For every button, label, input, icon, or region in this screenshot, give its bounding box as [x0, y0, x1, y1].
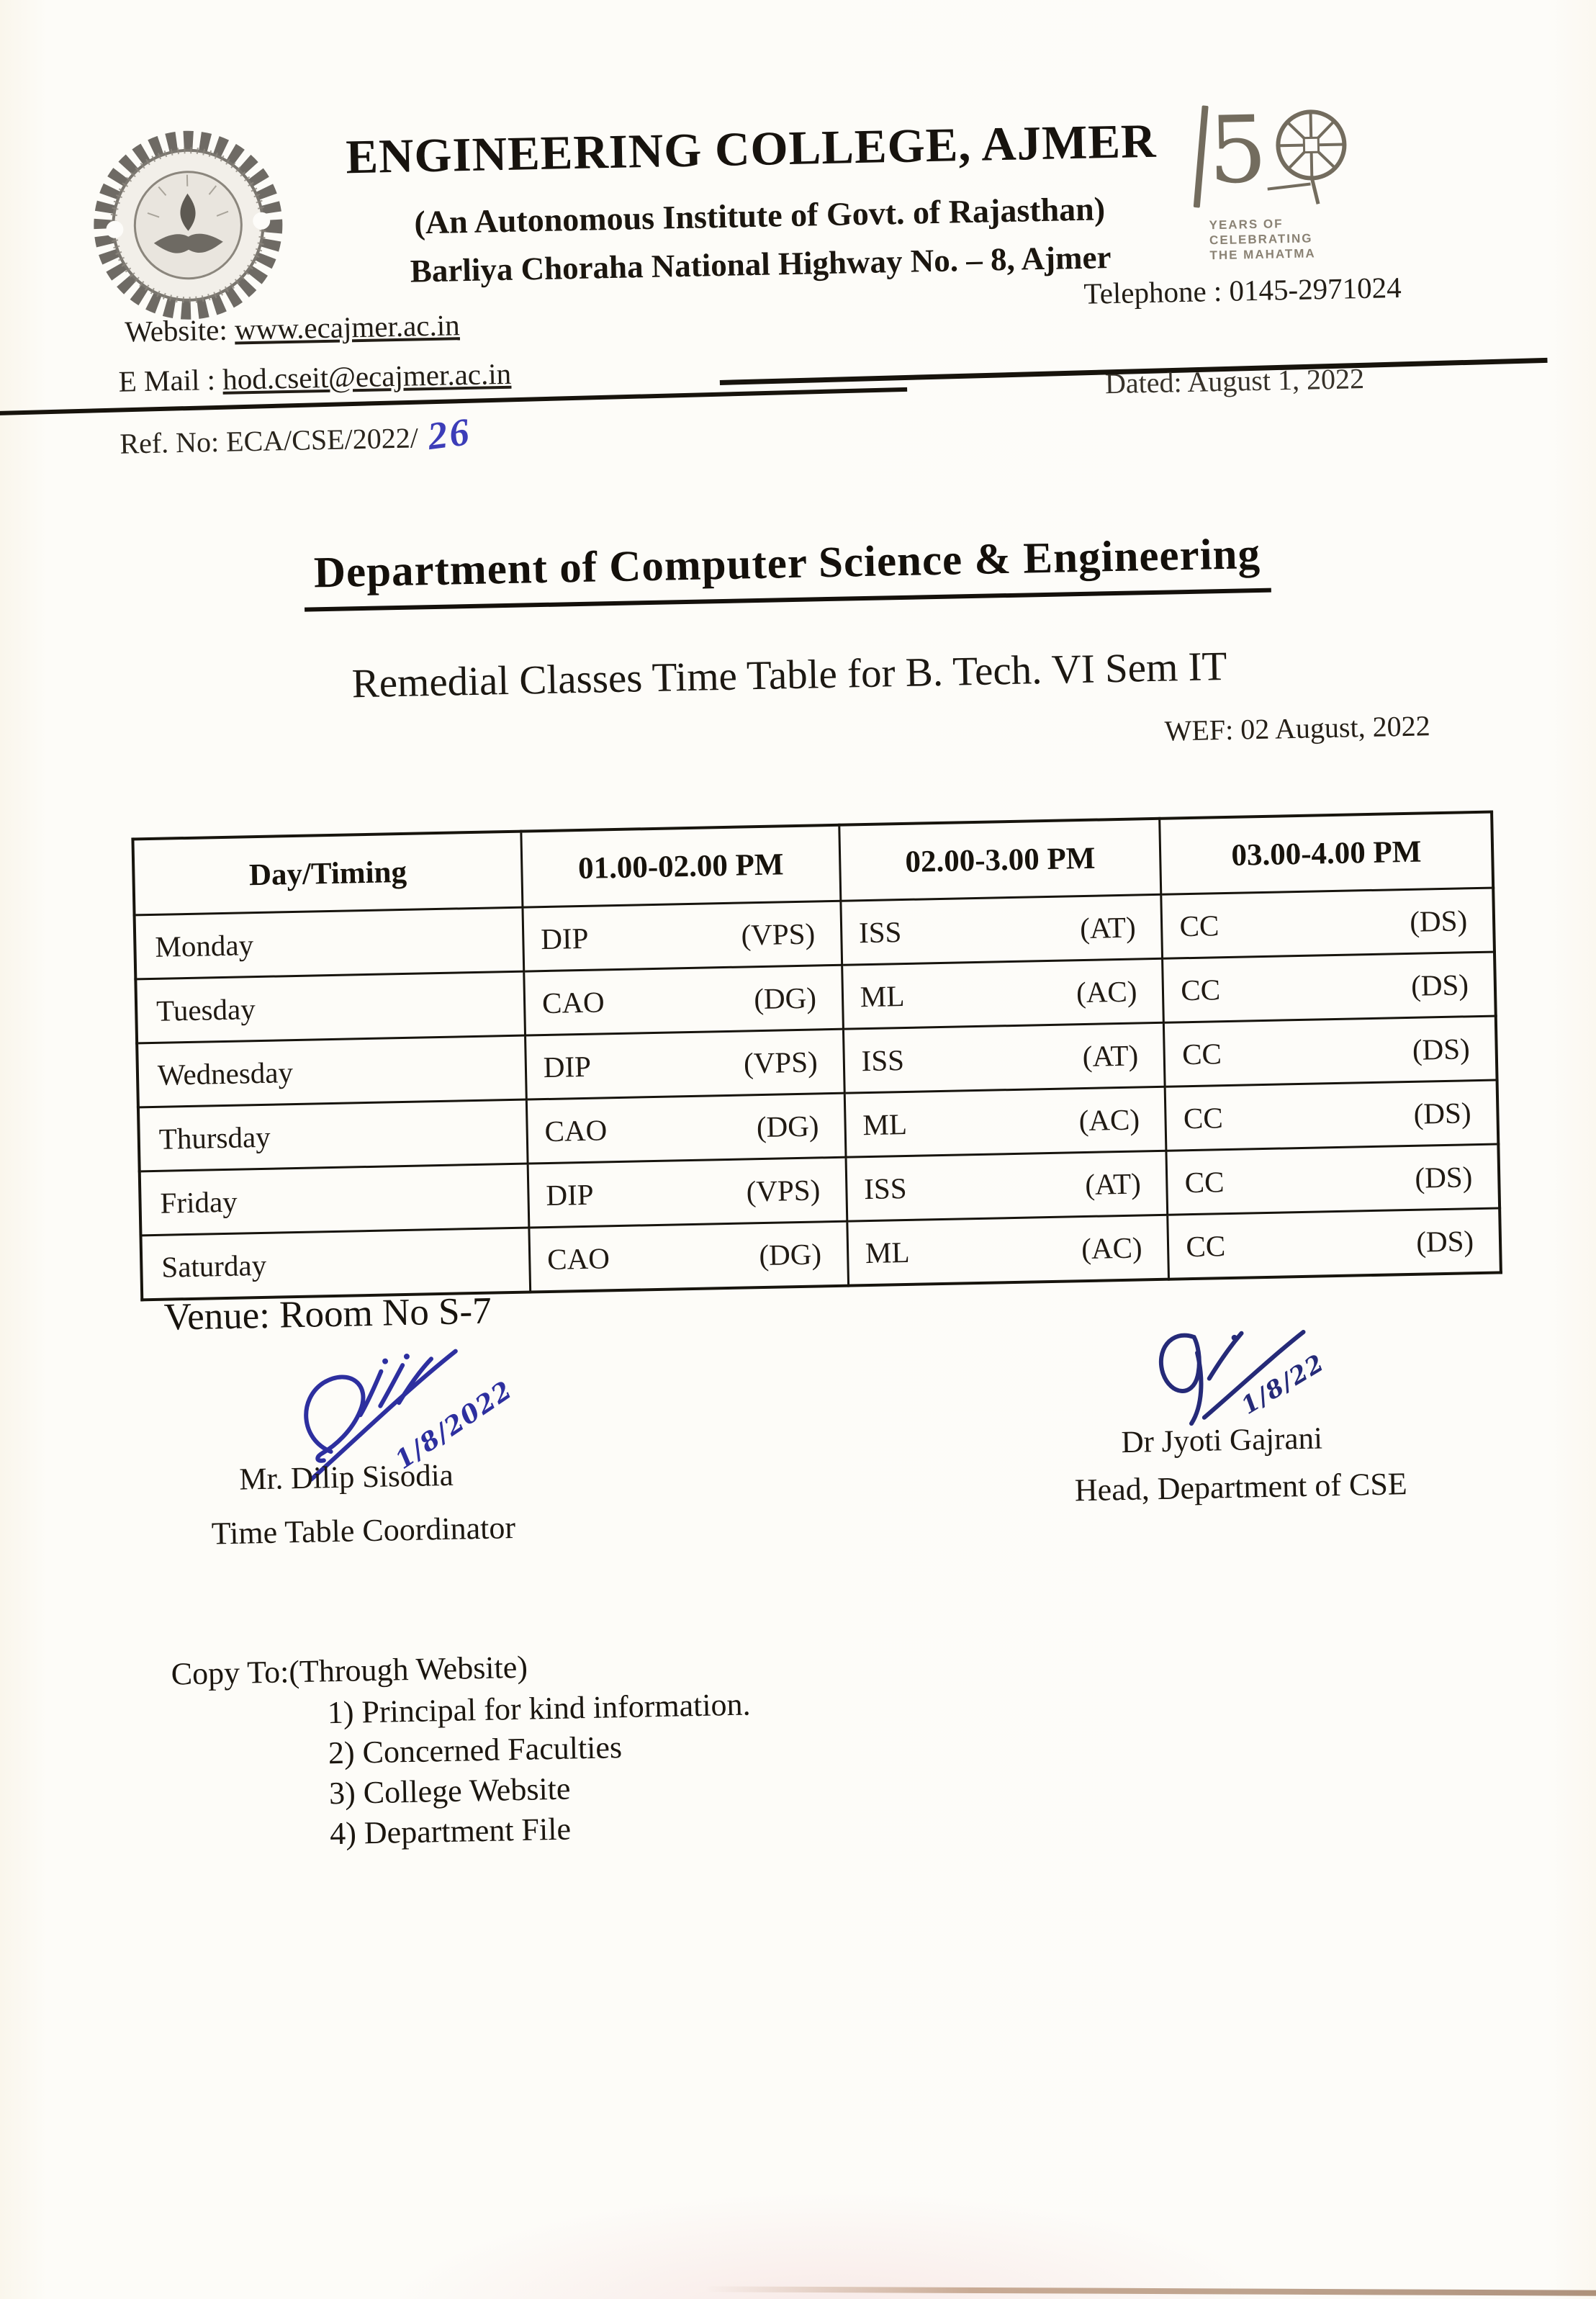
timetable-subtitle: Remedial Classes Time Table for B. Tech. VI Sem IT	[351, 643, 1227, 707]
faculty-initials: (AT)	[1084, 1166, 1142, 1202]
coordinator-name: Mr. Dilip Sisodia	[238, 1458, 454, 1497]
anniversary-line3: THE MAHATMA	[1209, 246, 1316, 263]
dated-line: Dated: August 1, 2022	[1104, 362, 1365, 400]
subject-cell	[526, 1093, 846, 1164]
subject-code: CAO	[541, 985, 605, 1020]
day-cell: Wednesday	[137, 1035, 526, 1107]
subject-cell	[525, 1029, 844, 1099]
subject-code: DIP	[540, 921, 589, 956]
subject-cell	[1161, 888, 1494, 958]
faculty-initials: (DS)	[1415, 1224, 1474, 1259]
anniversary-150-logo	[1196, 96, 1379, 263]
coordinator-title: Time Table Coordinator	[211, 1510, 516, 1552]
copy-to-list	[327, 1684, 753, 1854]
website-line	[125, 307, 460, 348]
ref-number-handwritten: 26	[425, 410, 474, 459]
email-label: E Mail :	[118, 362, 223, 398]
department-title	[0, 523, 1586, 618]
subject-cell	[843, 1022, 1165, 1093]
faculty-initials: (DG)	[753, 981, 817, 1016]
copy-to-item: 1) Principal for kind information.	[327, 1686, 752, 1731]
subject-cell	[842, 958, 1163, 1029]
subject-code: CC	[1183, 1101, 1224, 1135]
charkha-wheel-icon	[1266, 102, 1353, 212]
copy-to-heading: Copy To:(Through Website)	[171, 1649, 528, 1692]
subject-code: DIP	[545, 1177, 594, 1213]
copy-to-item: 3) College Website	[328, 1771, 571, 1812]
faculty-initials: (AT)	[1079, 910, 1137, 945]
faculty-initials: (VPS)	[741, 917, 816, 952]
subject-code: ML	[862, 1107, 908, 1142]
subject-cell	[1168, 1208, 1501, 1279]
subject-cell	[844, 1086, 1166, 1157]
day-cell: Tuesday	[135, 971, 525, 1043]
subject-code: CC	[1184, 1165, 1225, 1200]
subject-cell	[1166, 1144, 1500, 1215]
day-cell: Friday	[140, 1164, 529, 1236]
signature-left-date: 1/8/2022	[389, 1375, 518, 1475]
faculty-initials: (AC)	[1076, 974, 1137, 1009]
website-url: www.ecajmer.ac.in	[234, 308, 461, 346]
subject-cell	[528, 1157, 847, 1228]
college-name: ENGINEERING COLLEGE, AJMER	[345, 114, 1158, 184]
telephone-line: Telephone : 0145-2971024	[1083, 270, 1402, 310]
anniversary-line2: CELEBRATING	[1209, 231, 1313, 248]
subject-cell	[524, 965, 844, 1035]
faculty-initials: (VPS)	[746, 1173, 821, 1208]
timetable-body	[135, 888, 1501, 1300]
copy-to-item: 2) Concerned Faculties	[328, 1729, 623, 1771]
day-cell: Saturday	[140, 1228, 530, 1300]
hod-name: Dr Jyoti Gajrani	[1121, 1421, 1323, 1460]
subject-code: CC	[1181, 1037, 1222, 1071]
address-line: Barliya Choraha National Highway No. – 8, Ajmer	[410, 239, 1112, 289]
email-line	[118, 356, 511, 399]
college-emblem-logo	[89, 125, 288, 325]
subject-cell	[529, 1221, 849, 1292]
website-label: Website:	[124, 312, 235, 348]
col-header-slot1: 01.00-02.00 PM	[521, 825, 841, 907]
subject-cell	[847, 1215, 1169, 1285]
faculty-initials: (VPS)	[743, 1045, 819, 1080]
faculty-initials: (DS)	[1415, 1160, 1473, 1195]
ref-number-line	[120, 411, 472, 463]
venue-line: Venue: Room No S-7	[163, 1290, 492, 1339]
faculty-initials: (DS)	[1412, 1032, 1471, 1066]
day-cell: Monday	[135, 907, 524, 979]
anniversary-number: 5	[1207, 96, 1268, 205]
faculty-initials: (AT)	[1082, 1038, 1139, 1074]
signature-right-date: 1/8/22	[1236, 1348, 1330, 1420]
subject-cell	[841, 894, 1163, 965]
subject-code: ISS	[863, 1171, 907, 1206]
subject-cell	[1164, 1016, 1497, 1086]
autonomous-line: (An Autonomous Institute of Govt. of Rajasthan)	[413, 190, 1106, 241]
col-header-slot3: 03.00-4.00 PM	[1160, 812, 1493, 895]
subject-code: CAO	[544, 1113, 608, 1148]
faculty-initials: (AC)	[1078, 1102, 1140, 1138]
faculty-initials: (DG)	[759, 1237, 822, 1272]
subject-code: ISS	[861, 1043, 905, 1078]
hod-title: Head, Department of CSE	[1074, 1466, 1408, 1508]
department-title-text: Department of Computer Science & Engineering	[303, 529, 1271, 612]
subject-code: CC	[1186, 1229, 1226, 1264]
wef-date: WEF: 02 August, 2022	[1164, 709, 1431, 747]
email-address: hod.cseit@ecajmer.ac.in	[222, 356, 512, 396]
subject-code: DIP	[543, 1049, 592, 1084]
faculty-initials: (DS)	[1410, 968, 1469, 1002]
faculty-initials: (DS)	[1409, 904, 1468, 938]
col-header-slot2: 02.00-3.00 PM	[839, 819, 1162, 901]
subject-code: ML	[860, 979, 905, 1014]
remedial-timetable	[131, 811, 1502, 1302]
copy-to-item: 4) Department File	[329, 1811, 572, 1852]
faculty-initials: (DG)	[756, 1109, 819, 1144]
faculty-initials: (AC)	[1081, 1231, 1142, 1266]
subject-cell	[846, 1151, 1168, 1221]
subject-code: ML	[865, 1235, 910, 1270]
ref-number-label: Ref. No: ECA/CSE/2022/	[119, 421, 419, 460]
anniversary-line1: YEARS OF	[1209, 217, 1284, 233]
subject-cell	[1166, 1080, 1499, 1151]
col-header-day-timing: Day/Timing	[132, 832, 522, 915]
subject-code: CC	[1180, 973, 1221, 1007]
subject-cell	[523, 901, 842, 971]
subject-code: ISS	[858, 915, 902, 950]
subject-cell	[1163, 952, 1496, 1022]
day-cell: Thursday	[138, 1099, 528, 1171]
subject-code: CC	[1179, 909, 1219, 943]
faculty-initials: (DS)	[1413, 1096, 1471, 1130]
subject-code: CAO	[546, 1241, 610, 1277]
